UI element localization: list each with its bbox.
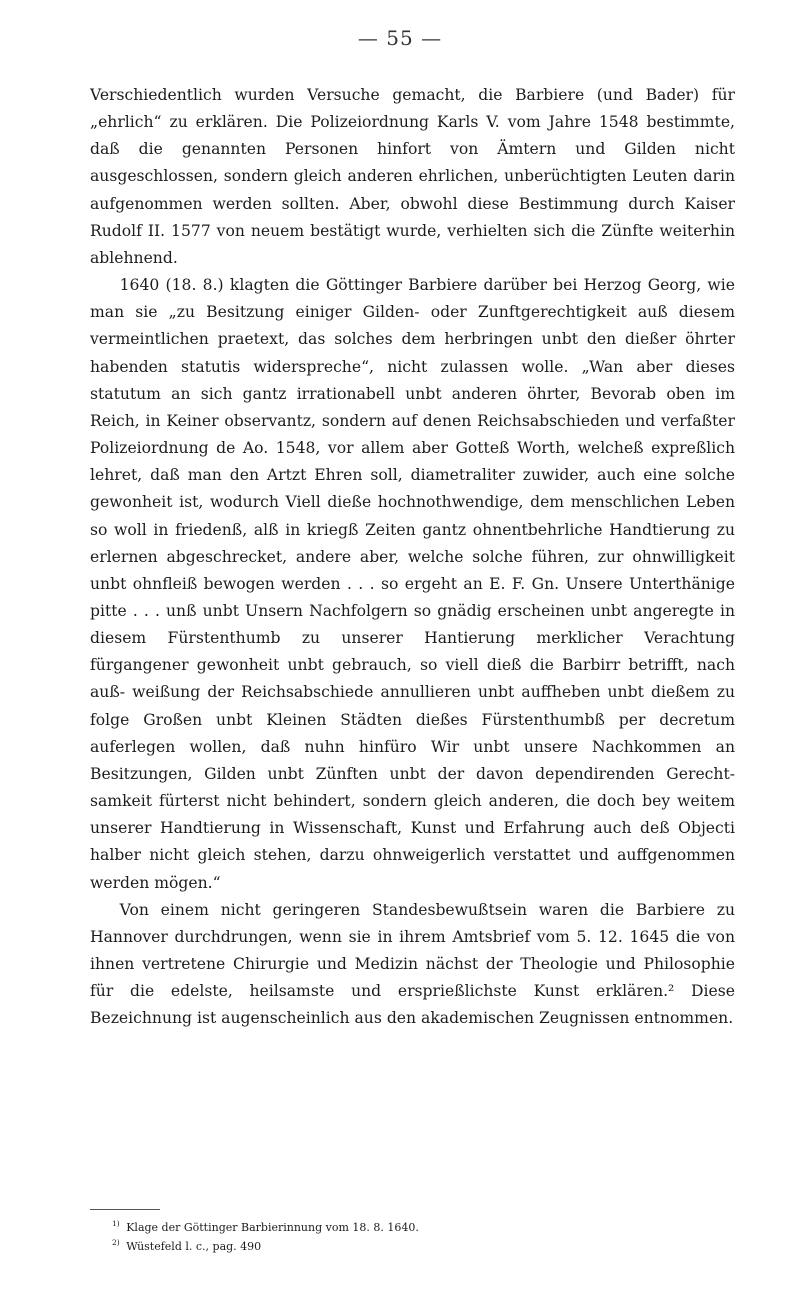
footnote-divider: [90, 1209, 160, 1210]
footnote: [90, 1237, 735, 1256]
footnote-text: Klage der Göttinger Barbierinnung vom 18. 8. 1640.: [126, 1221, 419, 1234]
page-number: — 55 —: [357, 26, 443, 50]
footnote: [90, 1218, 735, 1237]
paragraph: 1640 (18. 8.) klagten die Göttinger Barbiere darüber bei Herzog Georg, wie man sie „zu Besitzung einiger Gilden- oder Zunftgerechtigkeit auß diesem vermeintlichen praetext, das solches dem herbringen unbt den dießer öhrter habenden statutis widerspreche“, nicht zulassen wolle. „Wan aber dieses statutum an sich gantz irrationabell unbt anderen öhrter, Bevorab oben im Reich, in Keiner observantz, sondern auf denen Reichsabschieden und verfaßter Polizeiordnung de Ao. 1548, vor allem aber Gotteß Worth, welcheß expreßlich lehret, daß man den Artzt Ehren soll, diametraliter zuwider, auch eine solche gewonheit ist, wodurch Viell dieße hochnothwendige, dem menschlichen Leben so woll in friedenß, alß in kriegß Zeiten gantz ohnentbehrliche Handtierung zu erlernen abgeschrecket, andere aber, welche solche führen, zur ohnwilligkeit unbt ohnfleiß bewogen werden . . . so ergeht an E. F. Gn. Unsere Unterthänige pitte . . . unß unbt Unsern Nachfolgern so gnädig erscheinen unbt angeregte in diesem Fürstenthumb zu unserer Hantierung merklicher Verachtung fürgangener gewonheit unbt gebrauch, so viell dieß die Barbirr betrifft, nach auß- weißung der Reichsabschiede annullieren unbt auffheben unbt dießem zu folge Großen unbt Kleinen Städten dießes Fürstenthumbß per decretum auferlegen wollen, daß nuhn hinfüro Wir unbt unsere Nachkommen an Besitzungen, Gilden unbt Zünften unbt der davon dependirenden Gerecht- samkeit fürterst nicht behindert, sondern gleich anderen, die doch bey weitem unserer Handtierung in Wissenschaft, Kunst und Erfahrung auch deß Objecti halber nicht gleich stehen, darzu ohnweigerlich verstattet und auffgenommen werden mögen.“: [90, 276, 735, 892]
footnotes: [90, 1218, 735, 1256]
paragraph: Von einem nicht geringeren Standesbewußtsein waren die Barbiere zu Hannover durchdrungen, wenn sie in ihrem Amtsbrief vom 5. 12. 1645 die von ihnen vertretene Chirurgie und Medizin nächst der Theologie und Philosophie für die edelste, heilsamste und ersprießlichste Kunst erklären.² Diese Bezeichnung ist augenscheinlich aus den akademischen Zeugnissen entnommen.: [90, 900, 735, 1028]
paragraph: Verschiedentlich wurden Versuche gemacht, die Barbiere (und Bader) für „ehrlich“ zu erklären. Die Polizeiordnung Karls V. vom Jahre 1548 bestimmte, daß die genannten Personen hinfort von Ämtern und Gilden nicht ausgeschlossen, sondern gleich anderen ehrlichen, unberüchtigten Leuten darin aufgenommen werden sollten. Aber, obwohl diese Bestimmung durch Kaiser Rudolf II. 1577 von neuem bestätigt wurde, verhielten sich die Zünfte weiterhin ablehnend.: [90, 86, 735, 267]
footnote-mark: 2): [112, 1238, 120, 1248]
footnote-mark: 1): [112, 1219, 120, 1229]
body-text: [90, 82, 735, 1032]
footnote-text: Wüstefeld l. c., pag. 490: [126, 1240, 262, 1253]
